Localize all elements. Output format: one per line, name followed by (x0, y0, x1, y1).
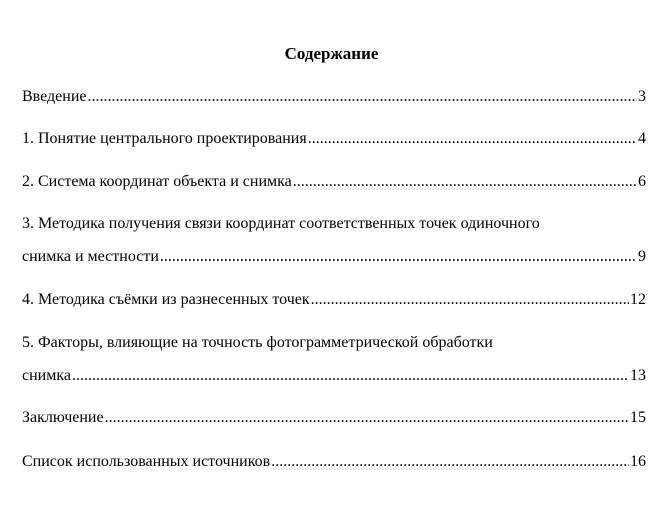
toc-leader-dots (311, 290, 629, 310)
toc-entry-4 (22, 290, 646, 310)
toc-entry-references (22, 452, 646, 472)
toc-leader-dots (293, 172, 637, 192)
toc-leader-dots (88, 87, 638, 107)
toc-entry-text: 2. Система координат объекта и снимка (22, 173, 292, 190)
toc-entry-page: 16 (630, 453, 646, 470)
toc-entry-conclusion (22, 408, 646, 428)
toc-entry-text: 4. Методика съёмки из разнесенных точек (22, 291, 310, 308)
toc-entry-page: 13 (630, 367, 646, 384)
toc-leader-dots (160, 247, 637, 267)
toc-entry-2 (22, 172, 646, 192)
toc-entry-page: 12 (630, 291, 646, 308)
toc-entry-page: 3 (638, 88, 646, 105)
toc-entry-page: 15 (630, 409, 646, 426)
toc-leader-dots (271, 452, 629, 472)
toc-entry-text: снимка и местности (22, 248, 159, 265)
toc-title: Содержание (284, 44, 379, 63)
toc-entry-text: Заключение (22, 409, 104, 426)
toc-entry-3 (22, 247, 646, 267)
toc-entry-text: Введение (22, 88, 87, 105)
toc-entry-text: 1. Понятие центрального проектирования (22, 130, 307, 147)
toc-entry-5-line1: 5. Факторы, влияющие на точность фотограмметрической обработки (22, 334, 493, 351)
toc-leader-dots (308, 129, 637, 149)
toc-leader-dots (72, 366, 629, 386)
toc-entry-page: 6 (638, 173, 646, 190)
toc-entry-page: 9 (638, 248, 646, 265)
toc-entry-5 (22, 366, 646, 386)
toc-leader-dots (105, 408, 629, 428)
toc-entry-page: 4 (638, 130, 646, 147)
toc-entry-introduction (22, 87, 646, 107)
toc-entry-1 (22, 129, 646, 149)
toc-entry-text: снимка (22, 367, 71, 384)
toc-entry-text: Список использованных источников (22, 453, 271, 470)
toc-entry-3-line1: 3. Методика получения связи координат соответственных точек одиночного (22, 215, 540, 232)
